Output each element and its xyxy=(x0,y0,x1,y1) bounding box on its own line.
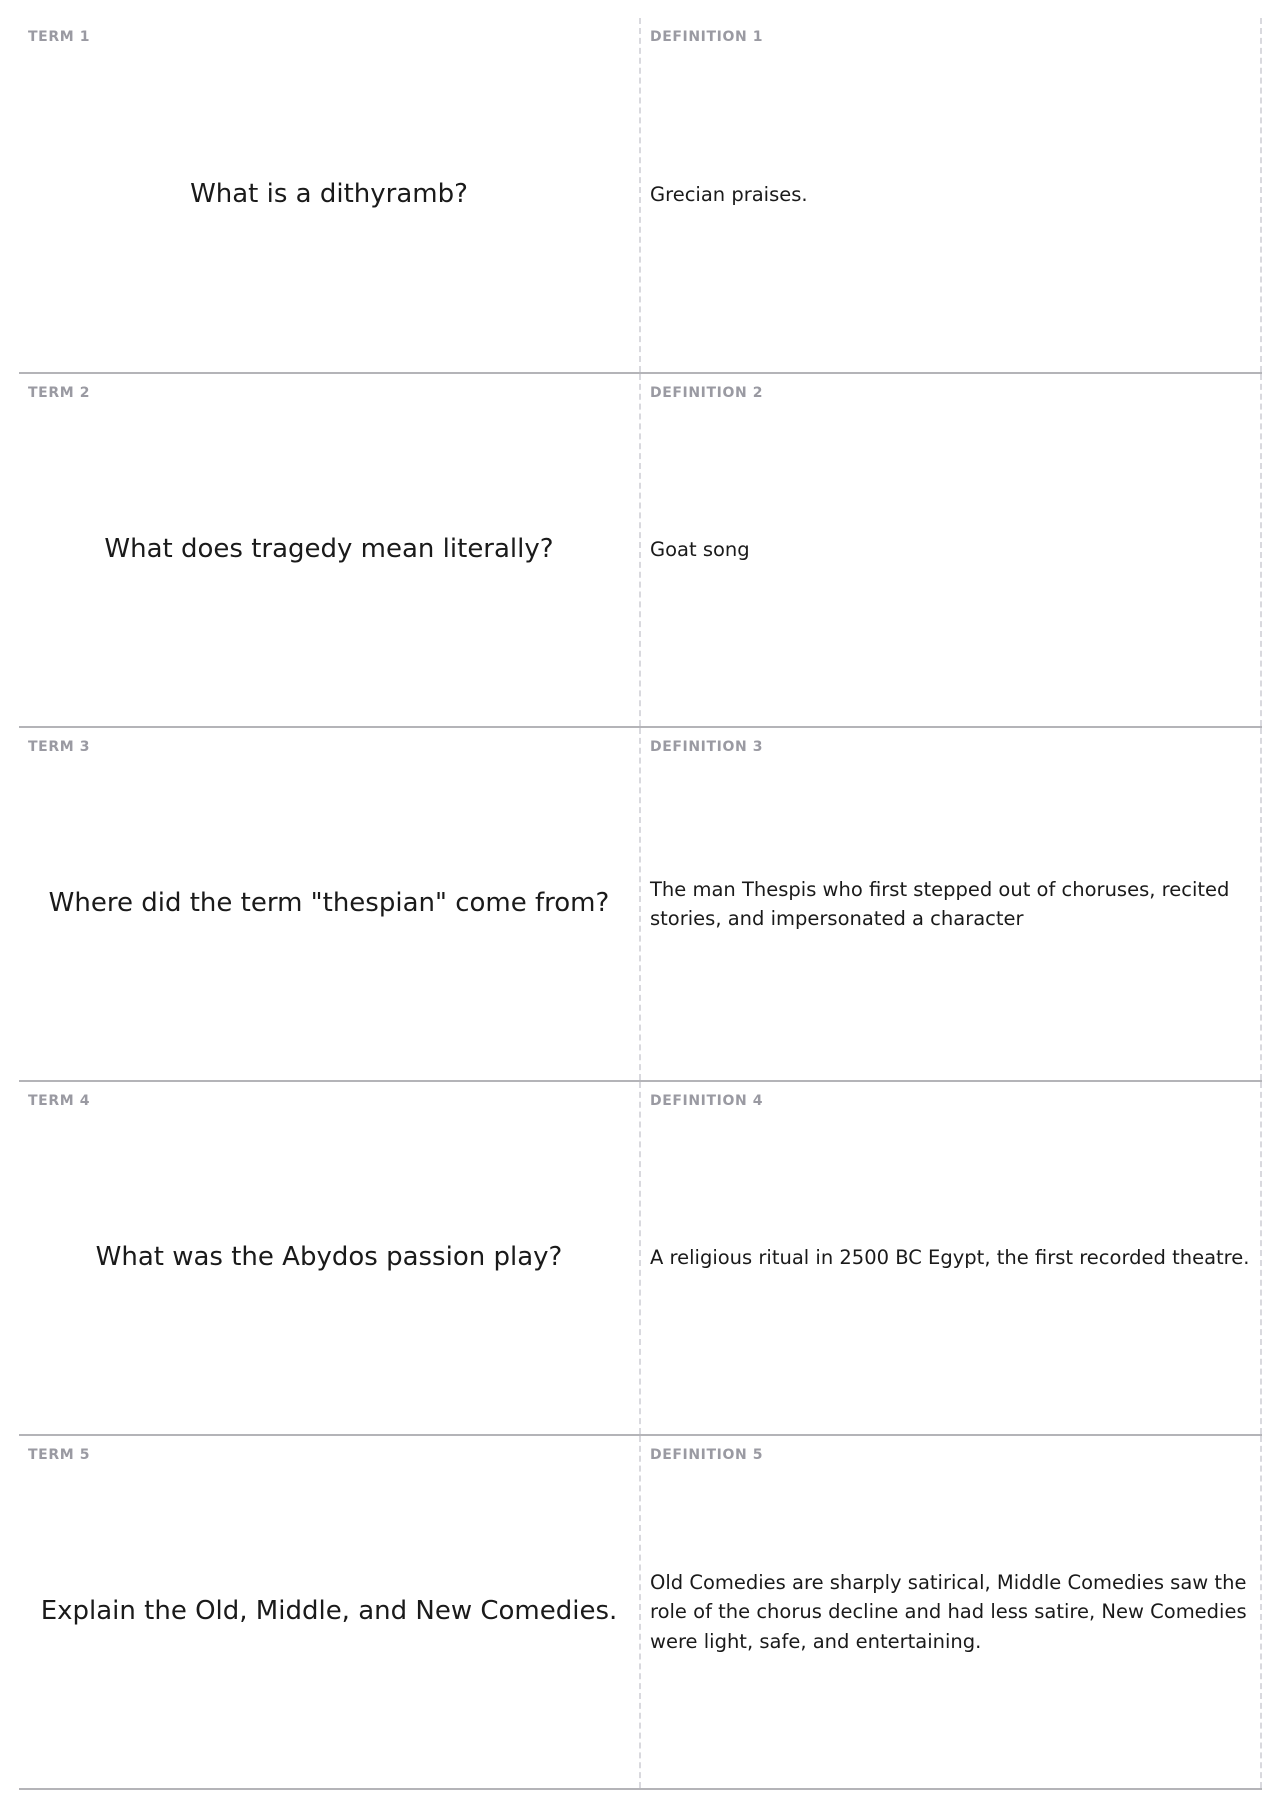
term-text: Where did the term "thespian" come from? xyxy=(48,888,610,919)
flashcard-row-3 xyxy=(19,728,1262,1082)
term-text: What is a dithyramb? xyxy=(190,179,468,210)
flashcard-row-1 xyxy=(19,18,1262,374)
term-label: TERM 2 xyxy=(28,385,91,401)
term-label: TERM 5 xyxy=(28,1447,91,1463)
definition-text: Goat song xyxy=(650,538,750,562)
term-text: What was the Abydos passion play? xyxy=(95,1242,563,1273)
term-card xyxy=(19,1436,641,1788)
term-label: TERM 3 xyxy=(28,739,91,755)
flashcard-sheet xyxy=(19,18,1262,1790)
definition-label: DEFINITION 4 xyxy=(650,1093,764,1109)
definition-card xyxy=(641,18,1262,372)
definition-label: DEFINITION 3 xyxy=(650,739,764,755)
term-card xyxy=(19,728,641,1080)
term-card xyxy=(19,1082,641,1434)
flashcard-row-4 xyxy=(19,1082,1262,1436)
definition-text: The man Thespis who first stepped out of choruses, recited stories, and impersonated a character xyxy=(650,877,1230,930)
definition-text: Grecian praises. xyxy=(650,183,808,207)
definition-card xyxy=(641,728,1262,1080)
definition-card xyxy=(641,1082,1262,1434)
flashcard-row-2 xyxy=(19,374,1262,728)
flashcard-row-5 xyxy=(19,1436,1262,1790)
definition-label: DEFINITION 5 xyxy=(650,1447,764,1463)
term-card xyxy=(19,374,641,726)
definition-card xyxy=(641,1436,1262,1788)
definition-card xyxy=(641,374,1262,726)
term-label: TERM 4 xyxy=(28,1093,91,1109)
term-label: TERM 1 xyxy=(28,29,91,45)
term-text: What does tragedy mean literally? xyxy=(104,534,554,565)
definition-text: Old Comedies are sharply satirical, Middle Comedies saw the role of the chorus decline and had less satire, New Comedies were light, safe, and entertaining. xyxy=(650,1570,1247,1653)
definition-text: A religious ritual in 2500 BC Egypt, the first recorded theatre. xyxy=(650,1246,1250,1270)
term-text: Explain the Old, Middle, and New Comedies. xyxy=(40,1596,618,1627)
definition-label: DEFINITION 2 xyxy=(650,385,764,401)
term-card xyxy=(19,18,641,372)
definition-label: DEFINITION 1 xyxy=(650,29,764,45)
